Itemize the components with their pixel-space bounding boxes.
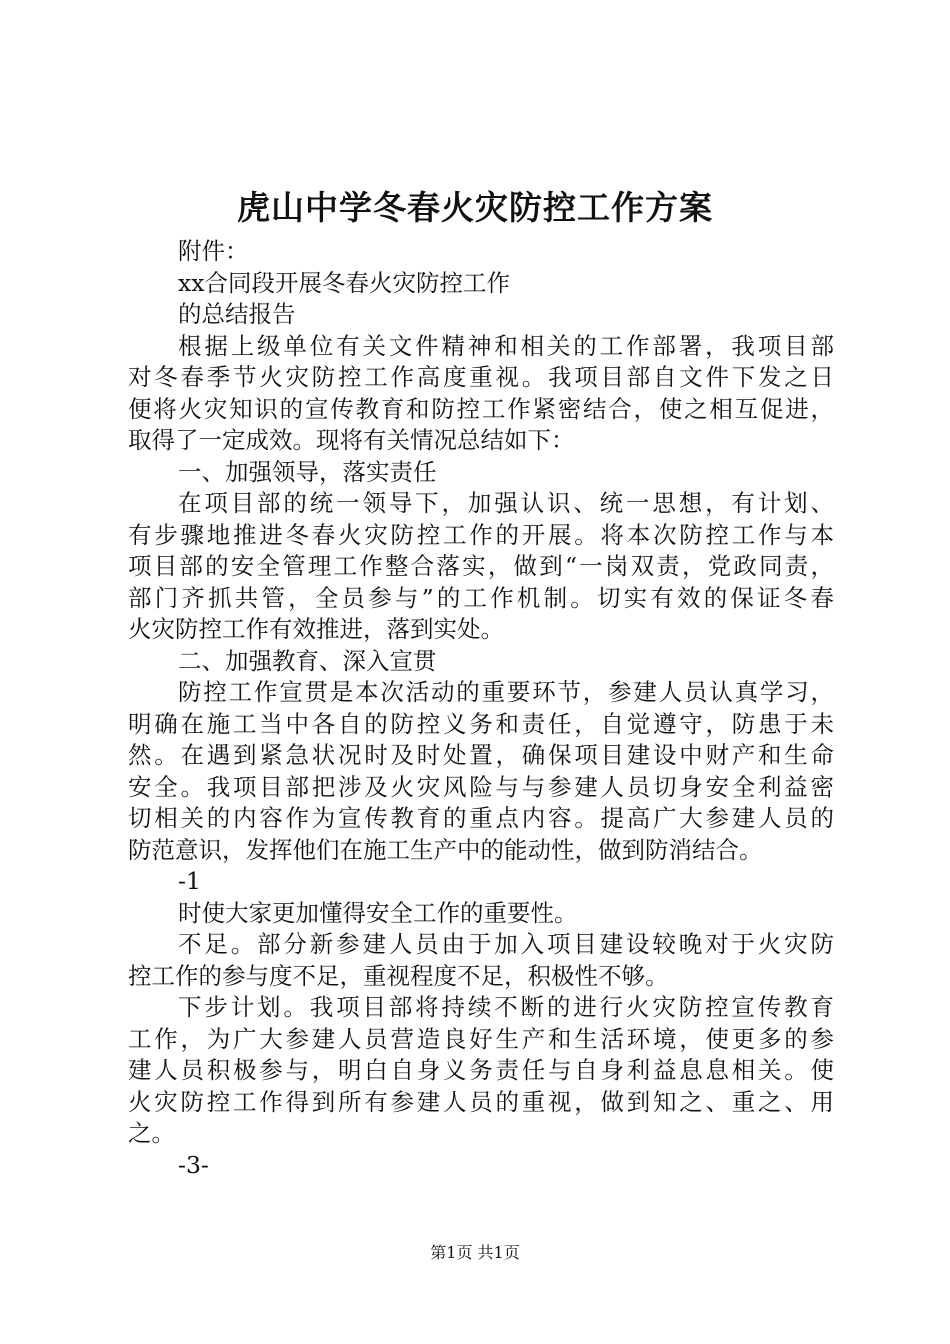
- text-line: 时使大家更加懂得安全工作的重要性。: [178, 898, 578, 927]
- text-line: 工作，为广大参建人员营造良好生产和生活环境，使更多的参: [128, 1024, 834, 1053]
- document-title: 虎山中学冬春火灾防控工作方案: [237, 188, 713, 227]
- text-line: 附件：: [178, 237, 249, 265]
- text-line: 防范意识，发挥他们在施工生产中的能动性，做到防消结合。: [128, 835, 763, 864]
- text-line: -3-: [178, 1150, 209, 1179]
- text-line: -1: [178, 867, 201, 895]
- text-line: 对冬春季节火灾防控工作高度重视。我项目部自文件下发之日: [128, 363, 834, 391]
- text-line: 切相关的内容作为宣传教育的重点内容。提高广大参建人员的: [128, 804, 834, 832]
- text-line: 一、加强领导，落实责任: [178, 457, 437, 486]
- text-line: 项目部的安全管理工作整合落实，做到“一岗双责，党政同责，: [128, 552, 834, 580]
- text-line: 根据上级单位有关文件精神和相关的工作部署，我项目部: [178, 331, 834, 360]
- text-line: 不足。部分新参建人员由于加入项目建设较晚对于火灾防: [178, 930, 834, 958]
- text-line: 火灾防控工作有效推进，落到实处。: [128, 615, 504, 643]
- text-line: 控工作的参与度不足，重视程度不足，积极性不够。: [128, 961, 669, 990]
- text-line: 建人员积极参与，明白自身义务责任与自身利益息息相关。使: [128, 1056, 834, 1084]
- text-line: 火灾防控工作得到所有参建人员的重视，做到知之、重之、用: [128, 1087, 834, 1116]
- text-line: 有步骤地推进冬春火灾防控工作的开展。将本次防控工作与本: [128, 520, 834, 549]
- text-line: 下步计划。我项目部将持续不断的进行火灾防控宣传教育: [178, 993, 834, 1021]
- text-line: 在项目部的统一领导下，加强认识、统一思想，有计划、: [178, 489, 834, 517]
- text-line: 部门齐抓共管，全员参与”的工作机制。切实有效的保证冬春: [128, 583, 834, 612]
- text-line: 安全。我项目部把涉及火灾风险与与参建人员切身安全利益密: [128, 772, 834, 801]
- text-line: 的总结报告: [178, 300, 296, 328]
- text-line: xx合同段开展冬春火灾防控工作: [178, 268, 511, 297]
- text-line: 之。: [128, 1119, 175, 1147]
- page-footer: 第1页 共1页: [430, 1243, 520, 1262]
- text-line: 取得了一定成效。现将有关情况总结如下：: [128, 426, 575, 454]
- document-body: [128, 236, 834, 1181]
- text-line: 明确在施工当中各自的防控义务和责任，自觉遵守，防患于未: [128, 709, 834, 738]
- text-line: 便将火灾知识的宣传教育和防控工作紧密结合，使之相互促进，: [128, 394, 834, 423]
- text-line: 然。在遇到紧急状况时及时处置，确保项目建设中财产和生命: [128, 741, 834, 769]
- text-line: 二、加强教育、深入宣贯: [178, 646, 437, 675]
- text-line: 防控工作宣贯是本次活动的重要环节，参建人员认真学习，: [178, 678, 834, 706]
